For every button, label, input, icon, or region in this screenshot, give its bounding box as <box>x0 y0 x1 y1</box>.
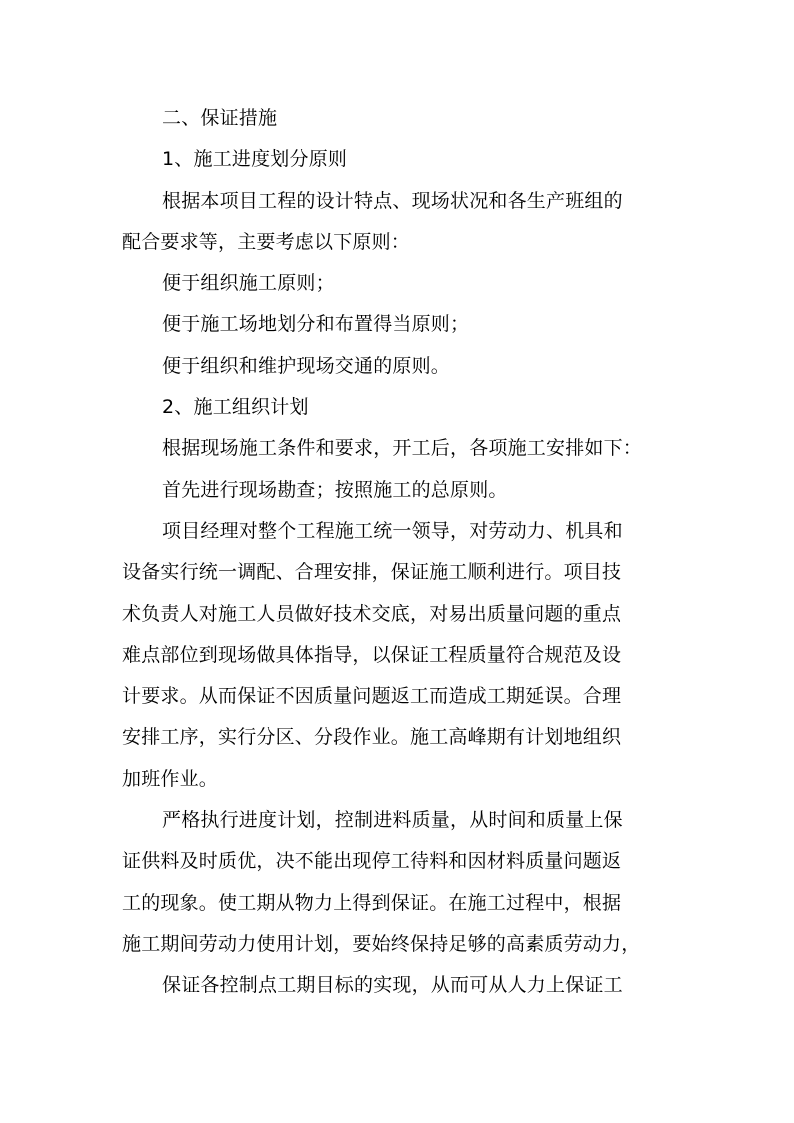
subsection-title-schedule-principles: 1、施工进度划分原则 <box>162 148 348 171</box>
subsection-title-organization-plan: 2、施工组织计划 <box>162 396 309 419</box>
principle-item: 便于组织施工原则； <box>162 272 335 295</box>
paragraph-line: 术负责人对施工人员做好技术交底，对易出质量问题的重点 <box>122 602 622 625</box>
principle-item: 便于施工场地划分和布置得当原则； <box>162 313 470 336</box>
paragraph-line: 加班作业。 <box>122 767 219 790</box>
paragraph-line: 设备实行统一调配、合理安排，保证施工顺利进行。项目技 <box>122 561 622 584</box>
paragraph-line: 工的现象。使工期从物力上得到保证。在施工过程中，根据 <box>122 891 622 914</box>
paragraph-line: 根据本项目工程的设计特点、现场状况和各生产班组的 <box>162 189 623 212</box>
document-body <box>122 98 682 1007</box>
paragraph-line: 安排工序，实行分区、分段作业。施工高峰期有计划地组织 <box>122 726 622 749</box>
paragraph-line: 严格执行进度计划，控制进料质量，从时间和质量上保 <box>162 809 623 832</box>
paragraph-line: 证供料及时质优，决不能出现停工待料和因材料质量问题返 <box>122 850 622 873</box>
paragraph-line: 配合要求等，主要考虑以下原则： <box>122 230 411 253</box>
paragraph-line: 项目经理对整个工程施工统一领导，对劳动力、机具和 <box>162 519 623 542</box>
paragraph-line: 首先进行现场勘查；按照施工的总原则。 <box>162 478 508 501</box>
paragraph-line: 计要求。从而保证不因质量问题返工而造成工期延误。合理 <box>122 685 622 708</box>
section-title: 二、保证措施 <box>162 107 278 129</box>
paragraph-line: 施工期间劳动力使用计划，要始终保持足够的高素质劳动力， <box>122 932 641 955</box>
paragraph-line: 难点部位到现场做具体指导，以保证工程质量符合规范及设 <box>122 643 622 666</box>
paragraph-line: 保证各控制点工期目标的实现，从而可从人力上保证工 <box>162 974 623 997</box>
principle-item: 便于组织和维护现场交通的原则。 <box>162 354 451 377</box>
paragraph-line: 根据现场施工条件和要求，开工后，各项施工安排如下： <box>162 437 643 460</box>
